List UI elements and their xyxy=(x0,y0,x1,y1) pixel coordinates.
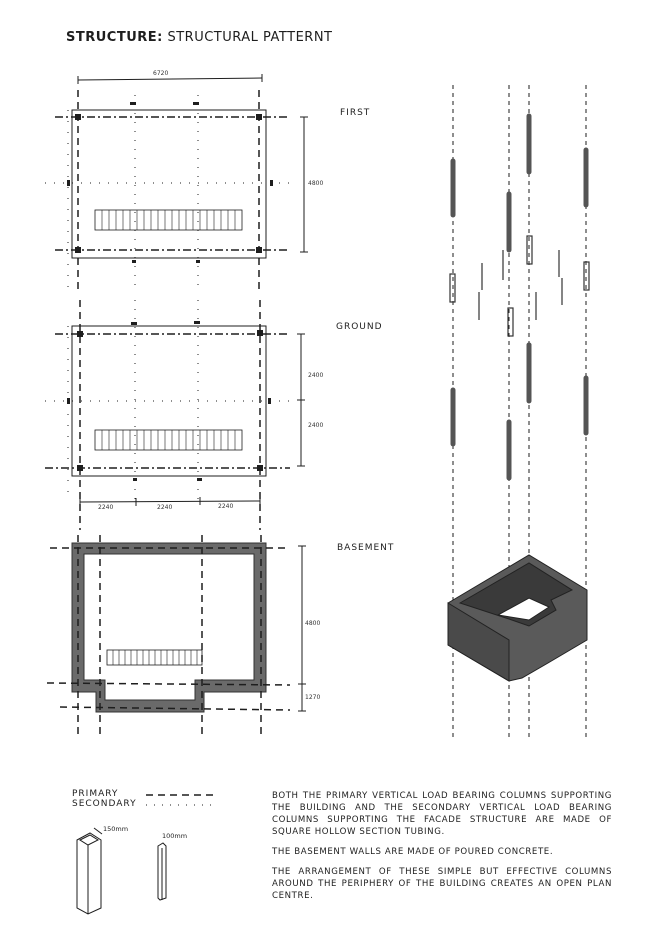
ground-bay-1-dim: 2240 xyxy=(98,504,114,511)
notes-block xyxy=(272,790,612,910)
secondary-column-sketch xyxy=(158,843,166,900)
first-floor-label: FIRST xyxy=(340,108,371,118)
title-prefix: STRUCTURE: xyxy=(66,30,163,45)
note-basement: THE BASEMENT WALLS ARE MADE OF POURED CONCRETE. xyxy=(272,847,554,857)
ground-floor-label: GROUND xyxy=(336,322,383,332)
legend-primary: PRIMARY xyxy=(72,789,119,799)
axonometric-view xyxy=(448,85,589,740)
legend-lines xyxy=(146,795,216,805)
secondary-size-note: 100mm xyxy=(162,832,188,840)
note-arrangement: THE ARRANGEMENT OF THESE SIMPLE BUT EFFECTIVE COLUMNS AROUND THE PERIPHERY OF THE BUILDING CREATES AN OPEN PLAN CENTRE. xyxy=(272,867,612,901)
ground-bay-3-dim: 2240 xyxy=(218,503,234,510)
ground-height-bottom-dim: 2400 xyxy=(308,422,324,429)
title-text: STRUCTURAL PATTERNT xyxy=(162,30,333,45)
ground-height-top-dim: 2400 xyxy=(308,372,324,379)
primary-column-sketch xyxy=(77,828,102,914)
basement-plan xyxy=(47,535,306,735)
basement-extension-dim: 1270 xyxy=(305,694,321,701)
note-columns: BOTH THE PRIMARY VERTICAL LOAD BEARING COLUMNS SUPPORTING THE BUILDING AND THE SECONDARY VERTICAL LOAD BEARING COLUMNS SUPPORTING THE FACADE STRUCTURE ARE MADE OF SQUARE HOLLOW SECTION TUBING. xyxy=(272,791,612,837)
primary-size-note: 150mm xyxy=(103,825,129,833)
basement-height-dim: 4800 xyxy=(305,620,321,627)
ground-floor-plan xyxy=(45,300,305,530)
legend-secondary: SECONDARY xyxy=(72,799,137,809)
basement-label: BASEMENT xyxy=(337,543,395,553)
first-floor-plan xyxy=(45,74,308,290)
first-width-dim: 6720 xyxy=(153,70,169,77)
ground-bay-2-dim: 2240 xyxy=(157,504,173,511)
first-height-dim: 4800 xyxy=(308,180,324,187)
